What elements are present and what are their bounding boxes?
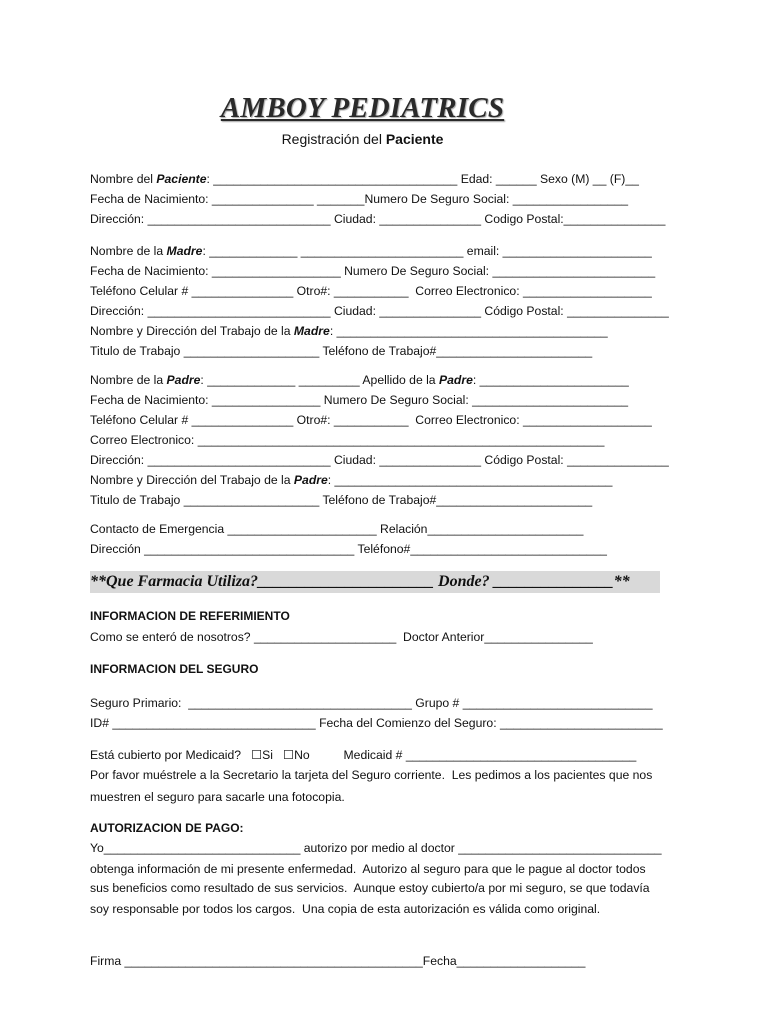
label: Nombre y Dirección del Trabajo de la xyxy=(90,473,294,487)
label-emphasis: Padre xyxy=(293,473,328,487)
father-dob-line[interactable]: Fecha de Nacimiento: ________________ Numero De Seguro Social: _______________________ xyxy=(90,393,629,407)
label-emphasis: Paciente xyxy=(156,172,207,186)
mother-dob-line[interactable]: Fecha de Nacimiento: ___________________ Numero De Seguro Social: ________________________ xyxy=(90,264,656,278)
authorization-line-2: obtenga información de mi presente enfermedad. Autorizo al seguro para que le pague al doctor todos xyxy=(90,862,646,876)
referral-line[interactable]: Como se enteró de nosotros? _____________________ Doctor Anterior________________ xyxy=(90,630,593,644)
father-name-line[interactable] xyxy=(90,372,629,388)
page-title: AMBOY PEDIATRICS xyxy=(220,92,505,124)
mother-phone-line[interactable]: Teléfono Celular # _______________ Otro#: ___________ Correo Electronico: ___________________ xyxy=(90,284,652,298)
father-job-line[interactable]: Titulo de Trabajo ____________________ Teléfono de Trabajo#_______________________ xyxy=(90,493,593,507)
field-blanks: : ______________________ xyxy=(472,373,629,387)
page-subtitle xyxy=(90,131,635,147)
authorization-line-4: soy responsable por todos los cargos. Una copia de esta autorización es válida como original. xyxy=(90,902,601,916)
insurance-note-2: muestren el seguro para sacarle una fotocopia. xyxy=(90,790,345,804)
insurance-primary-line[interactable]: Seguro Primario: _________________________________ Grupo # ____________________________ xyxy=(90,696,653,710)
insurance-id-line[interactable]: ID# ______________________________ Fecha del Comienzo del Seguro: ________________________ xyxy=(90,716,663,730)
patient-name-line[interactable] xyxy=(90,171,639,187)
authorization-heading: AUTORIZACION DE PAGO: xyxy=(90,821,244,835)
label-emphasis: Padre xyxy=(166,373,201,387)
patient-address-line[interactable]: Dirección: ___________________________ Ciudad: _______________ Codigo Postal:_______________ xyxy=(90,212,666,226)
insurance-heading: INFORMACION DEL SEGURO xyxy=(90,662,259,676)
signature-line[interactable]: Firma ____________________________________________Fecha___________________ xyxy=(90,954,586,968)
patient-dob-line[interactable]: Fecha de Nacimiento: _______________ _______Numero De Seguro Social: _________________ xyxy=(90,192,629,206)
pharmacy-line[interactable]: **Que Farmacia Utiliza?______________________ Donde? _______________** xyxy=(90,571,660,593)
subtitle-emphasis: Paciente xyxy=(385,131,444,147)
label: Nombre del xyxy=(90,172,157,186)
field-blanks: : ________________________________________ xyxy=(329,324,608,338)
field-blanks: : _____________ ________________________ email: ______________________ xyxy=(202,244,652,258)
father-address-line[interactable]: Dirección: ___________________________ Ciudad: _______________ Código Postal: _______________ xyxy=(90,453,669,467)
referral-heading: INFORMACION DE REFERIMIENTO xyxy=(90,609,290,623)
authorization-line-3: sus beneficios como resultado de sus servicios. Aunque estoy cubierto/a por mi seguro, se que todavía xyxy=(90,881,650,895)
insurance-note-1: Por favor muéstrele a la Secretario la tarjeta del Seguro corriente. Les pedimos a los pacientes que nos xyxy=(90,768,653,782)
father-email-line[interactable]: Correo Electronico: ____________________________________________________________ xyxy=(90,433,605,447)
field-blanks: : ____________________________________ Edad: ______ Sexo (M) __ (F)__ xyxy=(206,172,639,186)
label: Nombre de la xyxy=(90,373,167,387)
subtitle-text: Registración del xyxy=(281,131,386,147)
label-emphasis: Madre xyxy=(166,244,203,258)
emergency-contact-line[interactable]: Contacto de Emergencia ______________________ Relación_______________________ xyxy=(90,522,584,536)
medicaid-line[interactable]: Está cubierto por Medicaid? ☐Si ☐No Medicaid # __________________________________ xyxy=(90,748,637,762)
father-work-line[interactable] xyxy=(90,472,612,488)
mother-job-line[interactable]: Titulo de Trabajo ____________________ Teléfono de Trabajo#_______________________ xyxy=(90,344,593,358)
field-blanks: : _____________ _________ Apellido de la xyxy=(200,373,439,387)
mother-name-line[interactable] xyxy=(90,243,652,259)
father-phone-line[interactable]: Teléfono Celular # _______________ Otro#: ___________ Correo Electronico: ___________________ xyxy=(90,413,652,427)
field-blanks: : _________________________________________ xyxy=(327,473,613,487)
label: Nombre de la xyxy=(90,244,167,258)
mother-address-line[interactable]: Dirección: ___________________________ Ciudad: _______________ Código Postal: _______________ xyxy=(90,304,669,318)
mother-work-line[interactable] xyxy=(90,323,608,339)
authorization-line-1[interactable]: Yo_____________________________ autorizo por medio al doctor ______________________________ xyxy=(90,841,662,855)
label-emphasis: Madre xyxy=(293,324,330,338)
label-emphasis: Padre xyxy=(438,373,473,387)
label: Nombre y Dirección del Trabajo de la xyxy=(90,324,294,338)
emergency-address-line[interactable]: Dirección _______________________________ Teléfono#_____________________________ xyxy=(90,542,607,556)
